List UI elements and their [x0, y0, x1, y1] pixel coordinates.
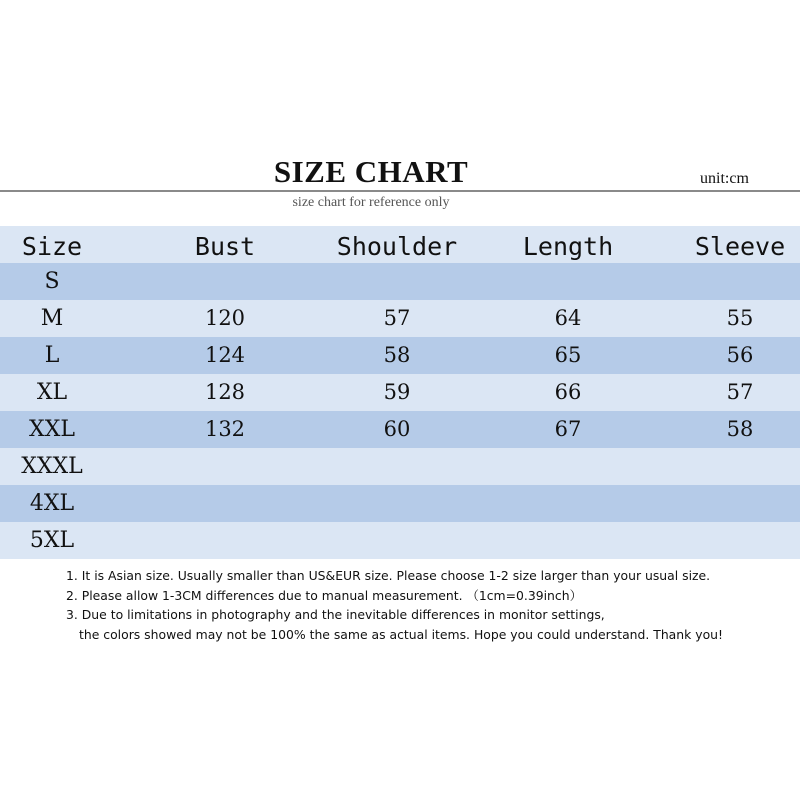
bust-value [175, 448, 275, 485]
sleeve-value [680, 448, 800, 485]
sleeve-value: 57 [726, 380, 754, 404]
bust-value: 132 [204, 417, 246, 441]
subtitle: size chart for reference only [292, 195, 450, 210]
size-label: L [44, 343, 60, 368]
bust-value: 124 [204, 343, 246, 367]
header-size: Size [21, 232, 83, 261]
size-label: XXXL [21, 454, 83, 479]
size-label: M [40, 306, 64, 331]
table-row [0, 411, 800, 448]
length-value [508, 448, 628, 485]
length-value [508, 263, 628, 300]
sleeve-value: 56 [726, 343, 754, 367]
header-sleeve: Sleeve [694, 232, 786, 261]
shoulder-value [326, 522, 468, 559]
table-row [0, 263, 800, 300]
table-row [0, 337, 800, 374]
unit-label: unit:cm [700, 170, 749, 187]
shoulder-value: 58 [383, 343, 411, 367]
table-row [0, 522, 800, 559]
table-row [0, 448, 800, 485]
bust-value [175, 263, 275, 300]
header-length: Length [522, 232, 614, 261]
size-label: S [44, 269, 60, 294]
bust-value: 128 [204, 380, 246, 404]
size-label: 4XL [29, 491, 75, 516]
sleeve-value: 58 [726, 417, 754, 441]
shoulder-value [326, 448, 468, 485]
table-header-row [0, 226, 800, 263]
size-table [0, 226, 800, 559]
header-shoulder: Shoulder [336, 232, 458, 261]
size-label: XL [36, 380, 68, 405]
sleeve-value [680, 263, 800, 300]
note-asian-size: 1. It is Asian size. Usually smaller than US&EUR size. Please choose 1-2 size larger than your usual size. [66, 568, 711, 583]
bust-value [175, 485, 275, 522]
table-row [0, 374, 800, 411]
table-row [0, 300, 800, 337]
header-bust: Bust [194, 232, 256, 261]
sleeve-value [680, 522, 800, 559]
shoulder-value: 59 [383, 380, 411, 404]
note-measurement: 2. Please allow 1-3CM differences due to manual measurement. （1cm=0.39inch） [66, 587, 582, 603]
bust-value [175, 522, 275, 559]
sleeve-value: 55 [726, 306, 754, 330]
note-color-line1: 3. Due to limitations in photography and the inevitable differences in monitor settings, [66, 607, 605, 622]
shoulder-value [326, 263, 468, 300]
page-title: SIZE CHART [273, 154, 469, 189]
sleeve-value [680, 485, 800, 522]
shoulder-value: 60 [383, 417, 411, 441]
note-color-line2: the colors showed may not be 100% the same as actual items. Hope you could understand. Thank you! [79, 626, 723, 642]
length-value: 67 [554, 417, 582, 441]
notes-block [66, 566, 786, 644]
length-value: 65 [554, 343, 582, 367]
length-value: 66 [554, 380, 582, 404]
shoulder-value: 57 [383, 306, 411, 330]
bust-value: 120 [204, 306, 246, 330]
divider [0, 190, 800, 192]
size-label: XXL [29, 417, 75, 442]
length-value [508, 485, 628, 522]
size-label: 5XL [29, 528, 75, 553]
shoulder-value [326, 485, 468, 522]
table-row [0, 485, 800, 522]
length-value: 64 [554, 306, 582, 330]
length-value [508, 522, 628, 559]
